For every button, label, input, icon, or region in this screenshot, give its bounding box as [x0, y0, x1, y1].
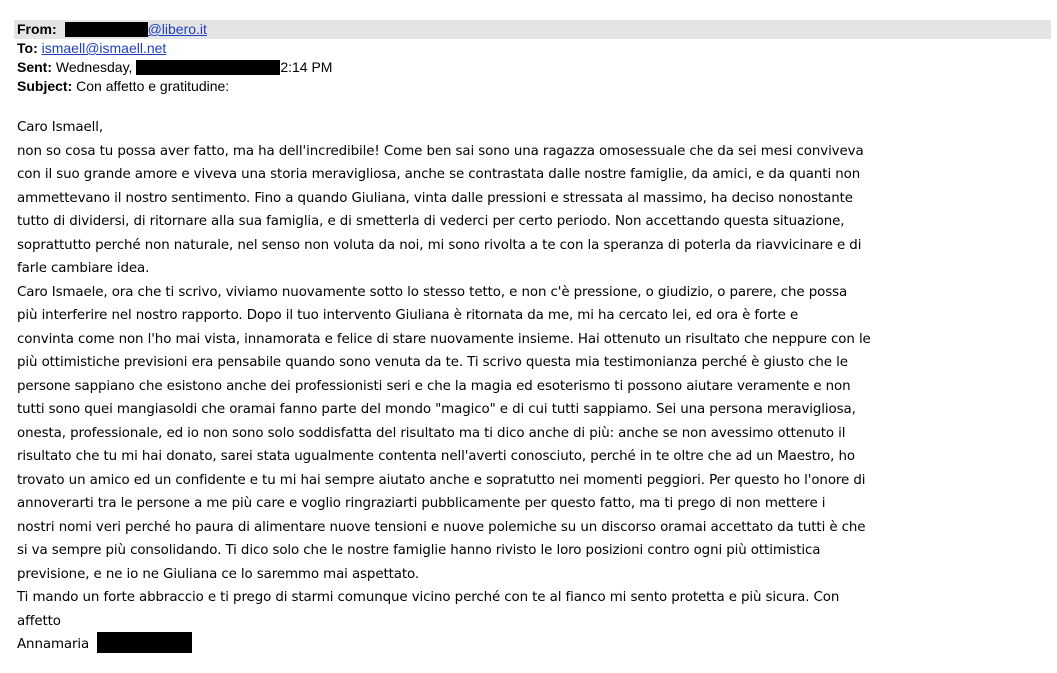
body-line: previsione, e ne io ne Giuliana ce lo saremmo mai aspettato. — [17, 566, 420, 582]
sent-time: 2:14 PM — [280, 59, 333, 75]
sent-label: Sent: — [17, 59, 52, 75]
from-address-link[interactable]: @libero.it — [147, 21, 207, 37]
body-line: non so cosa tu possa aver fatto, ma ha dell'incredibile! Come ben sai sono una ragazza omosessuale che da sei mesi conviveva — [17, 143, 864, 159]
body-line: con il suo grande amore e viveva una storia meravigliosa, anche se contrastata dalle nostre famiglie, da amici, e da quanti non — [17, 167, 861, 182]
body-line: si va sempre più consolidando. Ti dico solo che le nostre famiglie hanno rivisto le loro posizioni contro ogni più ottimistica — [17, 543, 821, 558]
body-line: tutti sono quei mangiasoldi che oramai fanno parte del mondo "magico" e di cui tutti sappiamo. Sei una persona meravigliosa, — [17, 402, 856, 417]
subject-text: Con affetto e gratitudine: — [76, 78, 230, 94]
body-line: più ottimistiche previsioni era pensabile quando sono venuta da te. Ti scrivo questa mia testimonianza perché è giusto che le — [17, 355, 848, 370]
body-line: convinta come non l'ho mai vista, innamorata e felice di stare nuovamente insieme. Hai ottenuto un risultato che neppure con le — [17, 331, 871, 347]
body-line: annoverarti tra le persone a me più care e voglio ringraziarti pubblicamente per questo fatto, ma ti prego di non mettere i — [17, 496, 826, 511]
body-line: soprattutto perché non naturale, nel senso non voluta da noi, mi sono rivolta a te con la speranza di poterla da riavvicinare e di — [17, 237, 862, 253]
email-body — [17, 116, 1053, 657]
from-label: From: — [17, 21, 57, 37]
redaction-bar — [97, 632, 192, 653]
redaction-bar — [136, 60, 280, 75]
sent-row — [14, 58, 1051, 77]
body-line: farle cambiare idea. — [17, 261, 150, 276]
body-line: trovato un amico ed un confidente e tu mi hai sempre aiutato anche e sopratutto nei momenti peggiori. Per questo ho l'onore di — [17, 472, 866, 488]
redaction-bar — [65, 22, 148, 37]
subject-row — [14, 77, 1051, 96]
body-line: persone sappiano che esistono anche dei professionisti seri e che la magia ed esoterismo ti possono aiutare veramente e non — [17, 378, 851, 394]
body-line: Caro Ismaele, ora che ti scrivo, viviamo nuovamente sotto lo stesso tetto, e non c'è pressione, o giudizio, o parere, che possa — [17, 284, 848, 300]
email-header — [14, 20, 1051, 96]
body-line: Ti mando un forte abbraccio e ti prego di starmi comunque vicino perché con te al fianco mi sento protetta e più sicura. Con — [17, 590, 840, 605]
body-line: più interferire nel nostro rapporto. Dopo il tuo intervento Giuliana è ritornata da me, mi ha cercato lei, ed ora è forte e — [17, 308, 799, 323]
to-address-link[interactable]: ismaell@ismaell.net — [41, 40, 167, 56]
subject-label: Subject: — [17, 78, 73, 94]
signature-row — [17, 633, 1053, 657]
body-line: Caro Ismaell, — [17, 120, 104, 135]
body-line: tutto di dividersi, di ritornare alla sua famiglia, e di smetterla di vederci per certo periodo. Non accettando questa situazione, — [17, 214, 845, 229]
from-row — [14, 20, 1051, 39]
sent-day: Wednesday, — [55, 59, 133, 75]
body-line: affetto — [17, 613, 61, 629]
signature-name: Annamaria — [17, 637, 90, 652]
body-line: risultato che tu mi hai donato, sarei stata ugualmente contenta nell'averti conosciuto, perché in te oltre che ad un Maestro, ho — [17, 449, 855, 464]
to-row — [14, 39, 1051, 58]
body-line: ammettevano il nostro sentimento. Fino a quando Giuliana, vinta dalle pressioni e stressata al massimo, ha deciso nonostante — [17, 190, 853, 206]
body-line: onesta, professionale, ed io non sono solo soddisfatta del risultato ma ti dico anche di più: anche se non avessimo ottenuto il — [17, 425, 846, 441]
body-line: nostri nomi veri perché ho paura di alimentare nuove tensioni e nuove polemiche su un discorso oramai accettato da tutti è che — [17, 519, 866, 535]
to-label: To: — [17, 40, 38, 56]
